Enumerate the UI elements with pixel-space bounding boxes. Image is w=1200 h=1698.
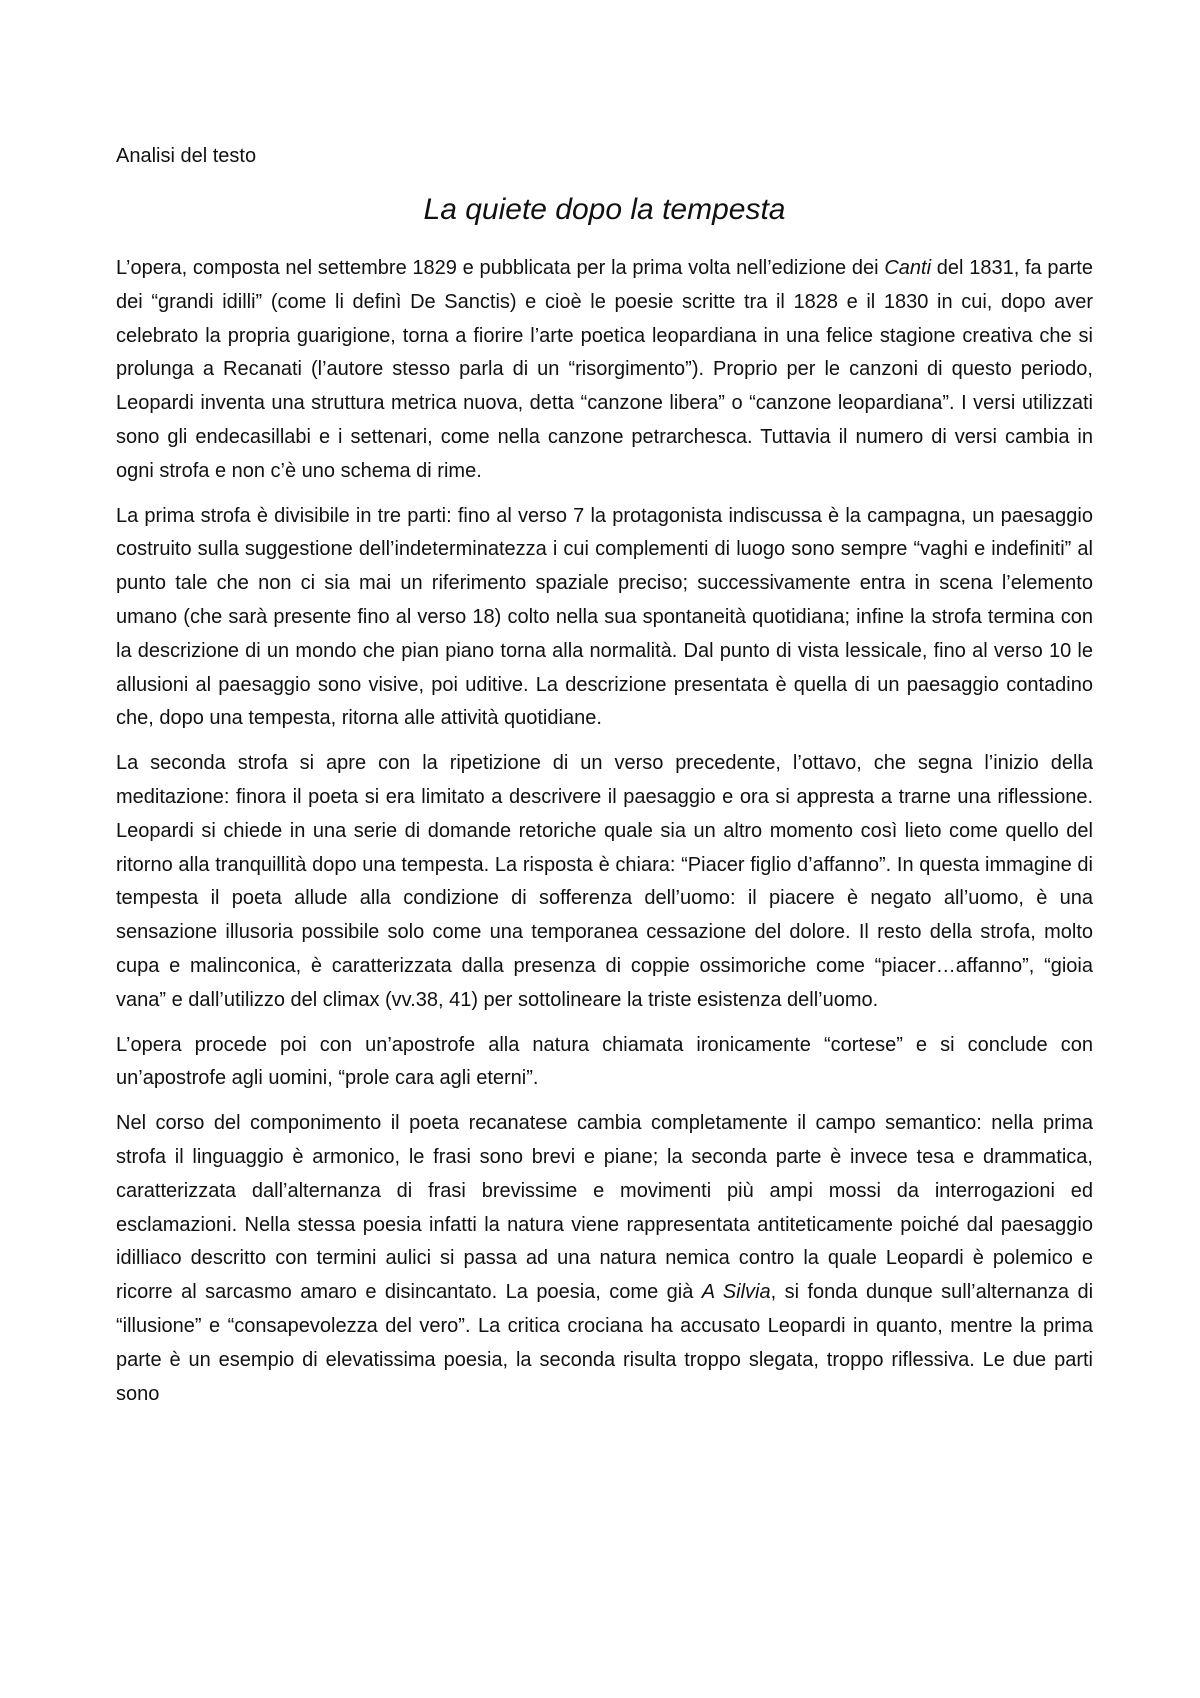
paragraph-text: Nel corso del componimento il poeta recanatese cambia completamente il campo semantico: nella prima strofa il linguaggio è armonico, le frasi sono brevi e piane; la seconda parte è invece tesa e drammatica, caratterizzata dall’alternanza di frasi brevissime e movimenti più ampi mossi da interrogazioni ed esclamazioni. Nella stessa poesia infatti la natura viene rappresentata antiteticamente poiché dal paesaggio idilliaco descritto con termini aulici si passa ad una natura nemica contro la quale Leopardi è polemico e ricorre al sarcasmo amaro e disincantato. La poesia, come già [116,1112,1093,1304]
body-paragraph [116,500,1093,737]
body-paragraph [116,252,1093,489]
section-heading: Analisi del testo [116,145,257,167]
body-paragraph [116,1029,1093,1097]
paragraph-text: L’opera procede poi con un’apostrofe alla natura chiamata ironicamente “cortese” e si conclude con un’apostrofe agli uomini, “prole cara agli eterni”. [116,1033,1093,1090]
paragraph-list [116,252,1093,1411]
italic-title-reference: Canti [884,257,932,279]
paragraph-text: La seconda strofa si apre con la ripetizione di un verso precedente, l’ottavo, che segna l’inizio della meditazione: finora il poeta si era limitato a descrivere il paesaggio e ora si appresta a trarne una riflessione. Leopardi si chiede in una serie di domande retoriche quale sia un altro momento così lieto come quello del ritorno alla tranquillità dopo una tempesta. La risposta è chiara: “Piacer figlio d’affanno”. In questa immagine di tempesta il poeta allude alla condizione di sofferenza dell’uomo: il piacere è negato all’uomo, è una sensazione illusoria possibile solo come una temporanea cessazione del dolore. Il resto della strofa, molto cupa e malinconica, è caratterizzata dalla presenza di coppie ossimoriche come “piacer…affanno”, “gioia vana” e dall’utilizzo del climax (vv.38, 41) per sottolineare la triste esistenza dell’uomo. [116,752,1093,1011]
paragraph-text: del 1831, fa parte dei “grandi idilli” (come li definì De Sanctis) e cioè le poesie scritte tra il 1828 e il 1830 in cui, dopo aver celebrato la propria guarigione, torna a fiorire l’arte poetica leopardiana in una felice stagione creativa che si prolunga a Recanati (l’autore stesso parla di un “risorgimento”). Proprio per le canzoni di questo periodo, Leopardi inventa una struttura metrica nuova, detta “canzone libera” o “canzone leopardiana”. I versi utilizzati sono gli endecasillabi e i settenari, come nella canzone petrarchesca. Tuttavia il numero di versi cambia in ogni strofa e non c’è uno schema di rime. [116,257,1093,482]
paragraph-text: L’opera, composta nel settembre 1829 e pubblicata per la prima volta nell’edizione dei [116,257,885,279]
body-paragraph [116,1107,1093,1411]
document-page [116,142,1093,1422]
body-paragraph [116,747,1093,1017]
paragraph-text: La prima strofa è divisibile in tre parti: fino al verso 7 la protagonista indiscussa è la campagna, un paesaggio costruito sulla suggestione dell’indeterminatezza i cui complementi di luogo sono sempre “vaghi e indefiniti” al punto tale che non ci sia mai un riferimento spaziale preciso; successivamente entra in scena l’elemento umano (che sarà presente fino al verso 18) colto nella sua spontaneità quotidiana; infine la strofa termina con la descrizione di un mondo che pian piano torna alla normalità. Dal punto di vista lessicale, fino al verso 10 le allusioni al paesaggio sono visive, poi uditive. La descrizione presentata è quella di un paesaggio contadino che, dopo una tempesta, ritorna alle attività quotidiane. [116,504,1093,730]
page-title: La quiete dopo la tempesta [423,193,786,226]
italic-title-reference: A Silvia [701,1281,771,1304]
paragraph-text: , si fonda dunque sull’alternanza di “illusione” e “consapevolezza del vero”. La critica crociana ha accusato Leopardi in quanto, mentre la prima parte è un esempio di elevatissima poesia, la seconda risulta troppo slegata, troppo riflessiva. Le due parti sono [116,1281,1094,1405]
